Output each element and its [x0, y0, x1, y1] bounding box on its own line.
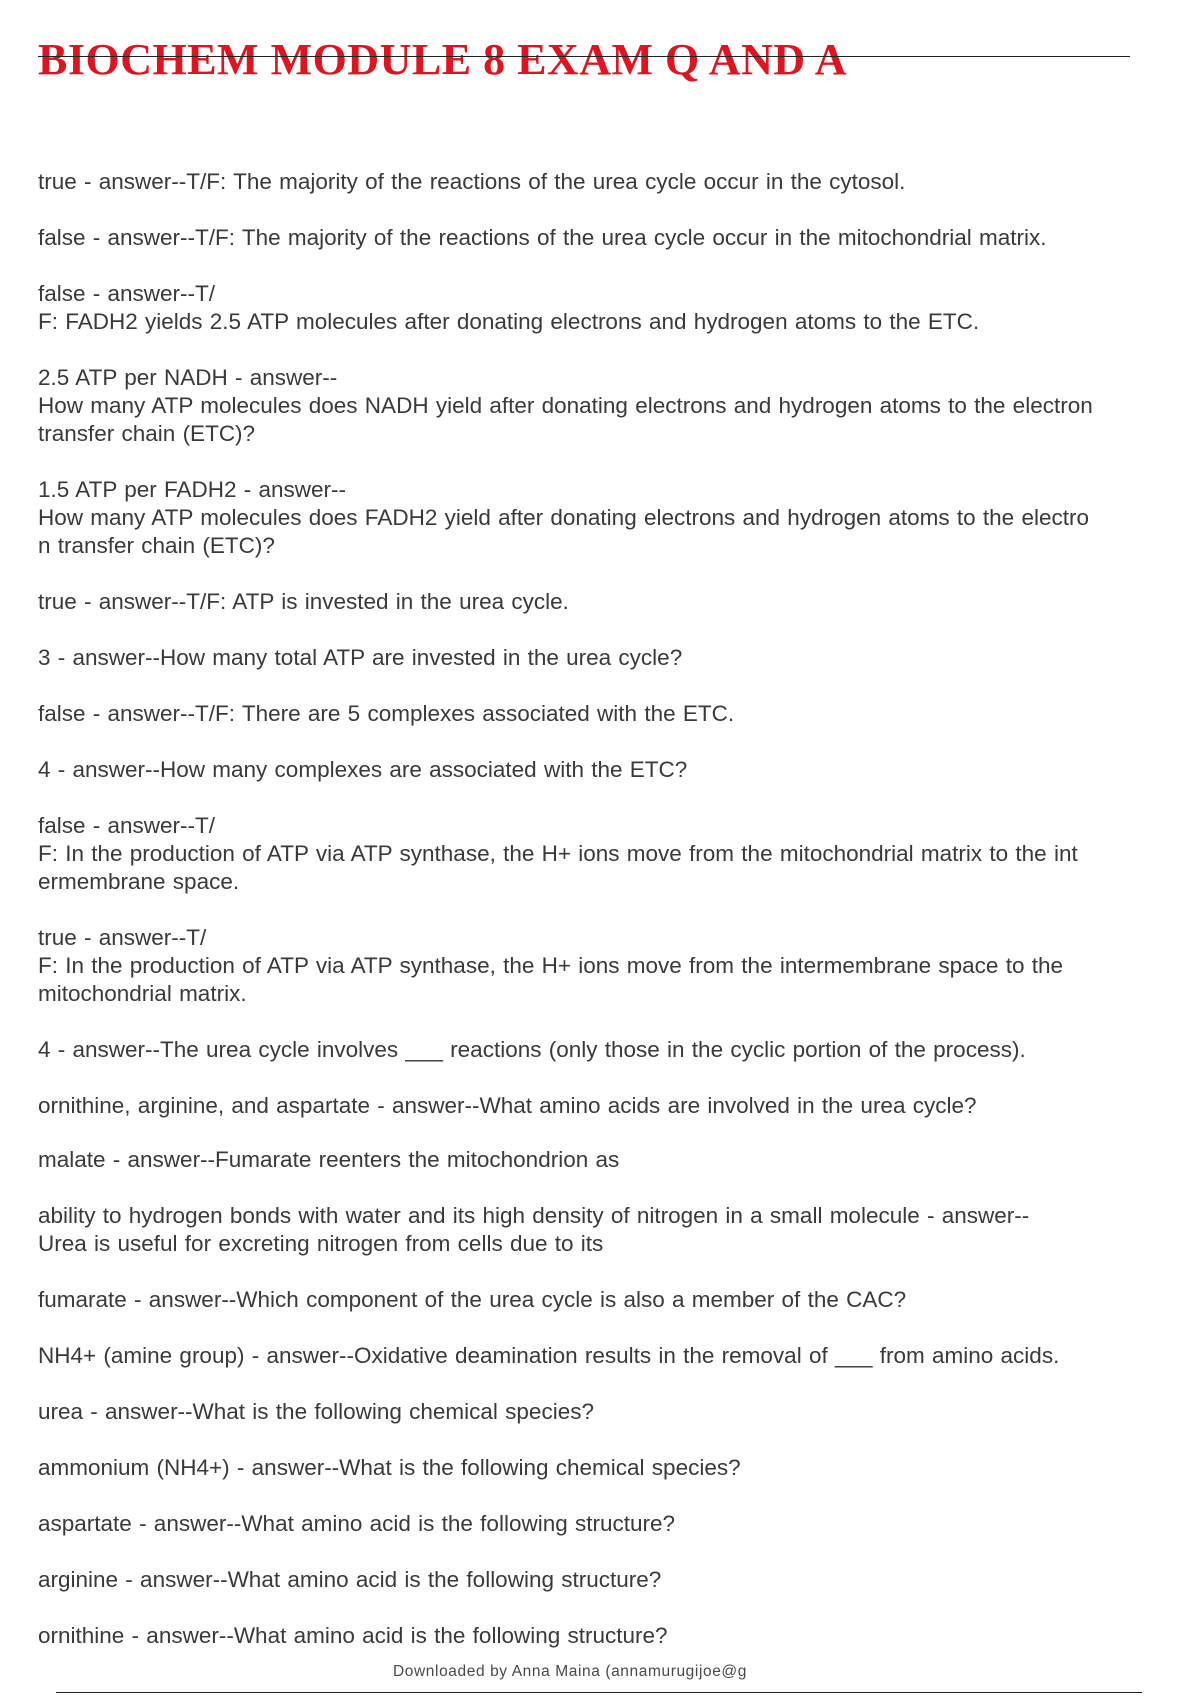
qa-item-4: 2.5 ATP per NADH - answer-- How many ATP molecules does NADH yield after donating electrons and hydrogen atoms to the electron transfer chain (ETC)? — [38, 365, 1093, 446]
qa-item-1: true - answer--T/F: The majority of the reactions of the urea cycle occur in the cytosol. — [38, 169, 906, 194]
qa-item-12: 4 - answer--The urea cycle involves ___ reactions (only those in the cyclic portion of the process). — [38, 1037, 1026, 1062]
qa-item-21: arginine - answer--What amino acid is the following structure? — [38, 1567, 662, 1592]
qa-item-2: false - answer--T/F: The majority of the reactions of the urea cycle occur in the mitochondrial matrix. — [38, 225, 1047, 250]
qa-item-5: 1.5 ATP per FADH2 - answer-- How many ATP molecules does FADH2 yield after donating electrons and hydrogen atoms to the electro n transfer chain (ETC)? — [38, 477, 1089, 558]
qa-item-18: urea - answer--What is the following chemical species? — [38, 1399, 594, 1424]
download-footer: Downloaded by Anna Maina (annamurugijoe@g — [393, 1663, 747, 1680]
document-title: BIOCHEM MODULE 8 EXAM Q AND A — [38, 35, 847, 84]
qa-item-16: fumarate - answer--Which component of the urea cycle is also a member of the CAC? — [38, 1287, 907, 1312]
qa-item-7: 3 - answer--How many total ATP are invested in the urea cycle? — [38, 645, 683, 670]
title-underline — [38, 56, 1130, 57]
footer-rule — [56, 1692, 1142, 1693]
qa-item-6: true - answer--T/F: ATP is invested in the urea cycle. — [38, 589, 569, 614]
qa-item-11: true - answer--T/ F: In the production of ATP via ATP synthase, the H+ ions move from the intermembrane space to the mitochondrial matrix. — [38, 925, 1063, 1006]
qa-item-10: false - answer--T/ F: In the production of ATP via ATP synthase, the H+ ions move from the mitochondrial matrix to the int ermembrane space. — [38, 813, 1078, 894]
qa-item-14: malate - answer--Fumarate reenters the mitochondrion as — [38, 1147, 620, 1172]
qa-item-13: ornithine, arginine, and aspartate - answer--What amino acids are involved in the urea cycle? — [38, 1093, 977, 1118]
qa-item-22: ornithine - answer--What amino acid is the following structure? — [38, 1623, 668, 1648]
qa-item-20: aspartate - answer--What amino acid is the following structure? — [38, 1511, 676, 1536]
qa-item-17: NH4+ (amine group) - answer--Oxidative deamination results in the removal of ___ from amino acids. — [38, 1343, 1060, 1368]
qa-item-8: false - answer--T/F: There are 5 complexes associated with the ETC. — [38, 701, 735, 726]
qa-item-3: false - answer--T/ F: FADH2 yields 2.5 ATP molecules after donating electrons and hydrogen atoms to the ETC. — [38, 281, 980, 334]
qa-item-9: 4 - answer--How many complexes are associated with the ETC? — [38, 757, 688, 782]
qa-item-19: ammonium (NH4+) - answer--What is the following chemical species? — [38, 1455, 741, 1480]
qa-list — [38, 168, 1193, 1678]
qa-item-15: ability to hydrogen bonds with water and its high density of nitrogen in a small molecule - answer-- Urea is useful for excreting nitrogen from cells due to its — [38, 1203, 1030, 1256]
